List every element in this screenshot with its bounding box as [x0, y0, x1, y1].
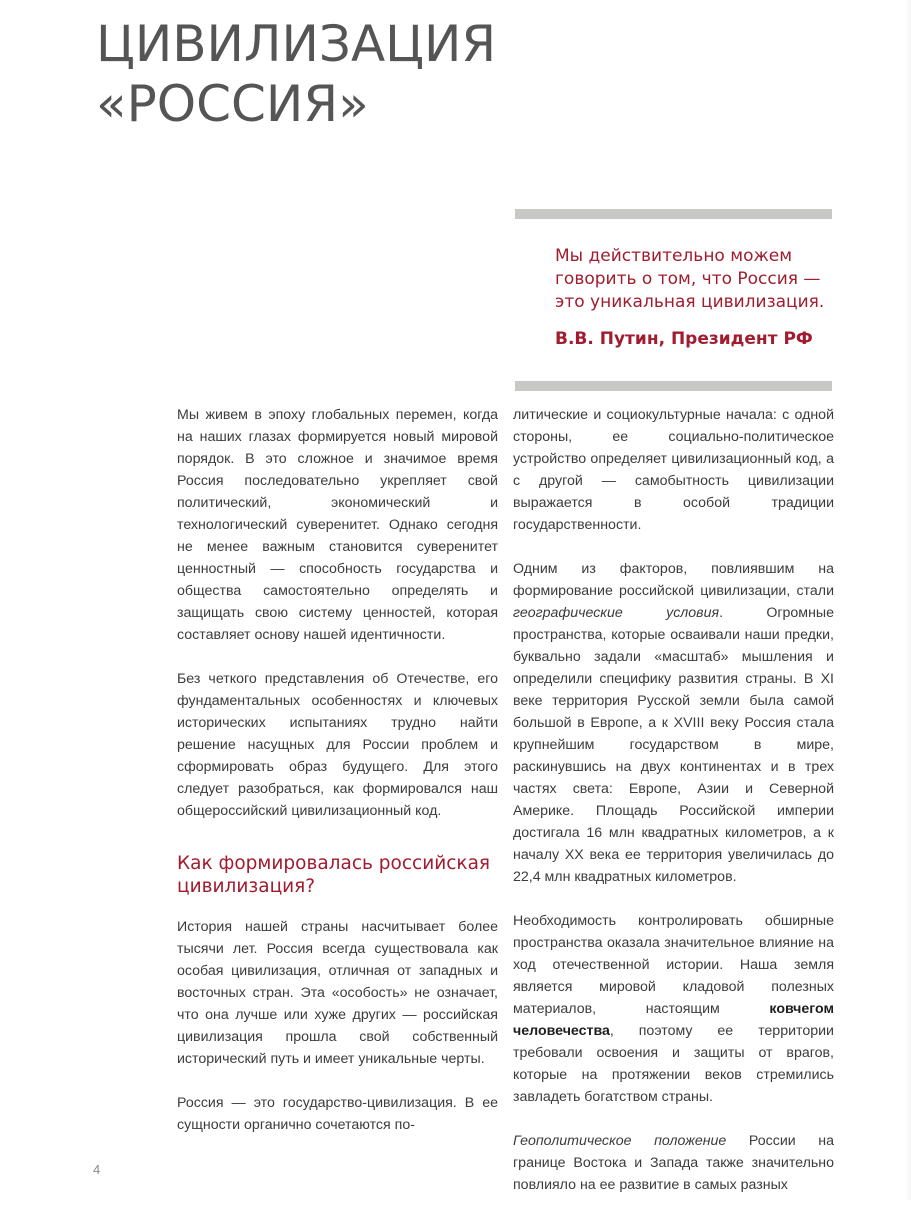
- quote-top-rule: [515, 209, 832, 219]
- right-paragraph-2-start: Одним из факторов, повлиявшим на формирование российской цивилизации, стали: [513, 561, 834, 599]
- page-number: 4: [93, 1162, 101, 1177]
- page-title-line-2: «РОССИЯ»: [96, 75, 369, 133]
- left-paragraph-4: Россия — это государство-цивилизация. В ее сущности органично сочетаются по-: [177, 1095, 498, 1133]
- right-paragraph-1: литические и социокультурные начала: с одной стороны, ее социально-политическое устройство определяет цивилизационный код, а с другой — самобытность цивилизации выражается в особой традиции государственности.: [513, 407, 834, 533]
- ark-of-humanity-emphasis: ковчегом человечества: [513, 1001, 834, 1039]
- right-paragraph-4: [513, 1130, 834, 1196]
- right-paragraph-4-end: России на границе Востока и Запада также значительно повлияло на ее развитие в самых разных: [513, 1133, 834, 1193]
- geographic-conditions-emphasis: географические условия: [513, 605, 720, 621]
- page-title: [96, 14, 496, 134]
- quote-bottom-rule: [515, 381, 832, 391]
- left-paragraph-3: История нашей страны насчитывает более тысячи лет. Россия всегда существовала как особая цивилизация, отличная от западных и восточных стран. Эта «особость» не означает, что она лучше или хуже других — российская цивилизация прошла свой собственный исторический путь и имеет уникальные черты.: [177, 919, 498, 1067]
- right-paragraph-3-end: , поэтому ее территории требовали освоения и защиты от врагов, которые на протяжении веков стремились завладеть богатством страны.: [513, 1023, 834, 1105]
- page-edge-shadow: [905, 0, 911, 1200]
- left-paragraph-2: Без четкого представления об Отечестве, его фундаментальных особенностях и ключевых исторических испытаниях трудно найти решение насущных для России проблем и сформировать образ будущего. Для этого следует разобраться, как формировался наш общероссийский цивилизационный код.: [177, 671, 498, 819]
- left-paragraph-1: Мы живем в эпоху глобальных перемен, когда на наших глазах формируется новый мировой порядок. В это сложное и значимое время Россия последовательно укрепляет свой политический, экономический и технологический суверенитет. Однако сегодня не менее важным становится суверенитет ценностный — способность государства и общества самостоятельно определять и защищать свою систему ценностей, которая составляет основу нашей идентичности.: [177, 407, 498, 643]
- page-title-line-1: ЦИВИЛИЗАЦИЯ: [96, 15, 497, 73]
- right-paragraph-3: [513, 910, 834, 1108]
- left-column: [177, 404, 498, 1158]
- pull-quote: [515, 209, 832, 391]
- geopolitical-position-emphasis: Геополитическое положение: [513, 1133, 727, 1149]
- right-paragraph-2-end: . Огромные пространства, которые осваивали наши предки, буквально задали «масштаб» мышления и определили специфику развития страны. В XI веке территория Русской земли была самой большой в Европе, а к XVIII веку Россия стала крупнейшим государством в мире, раскинувшись на двух континентах и в трех частях света: Европе, Азии и Северной Америке. Площадь Российской империи достигала 16 млн квадратных километров, а к началу XX века ее территория увеличилась до 22,4 млн квадратных километров.: [513, 605, 834, 885]
- section-heading: Как формировалась российская цивилизация?: [177, 853, 491, 897]
- right-paragraph-2: [513, 558, 834, 888]
- quote-author: В.В. Путин, Президент РФ: [555, 329, 813, 349]
- right-column: [513, 404, 834, 1218]
- quote-text: Мы действительно можем говорить о том, что Россия — это уникальная цивилизация.: [555, 246, 825, 312]
- right-paragraph-3-start: Необходимость контролировать обширные пространства оказала значительное влияние на ход отечественной истории. Наша земля является мировой кладовой полезных материалов, настоящим: [513, 913, 834, 1017]
